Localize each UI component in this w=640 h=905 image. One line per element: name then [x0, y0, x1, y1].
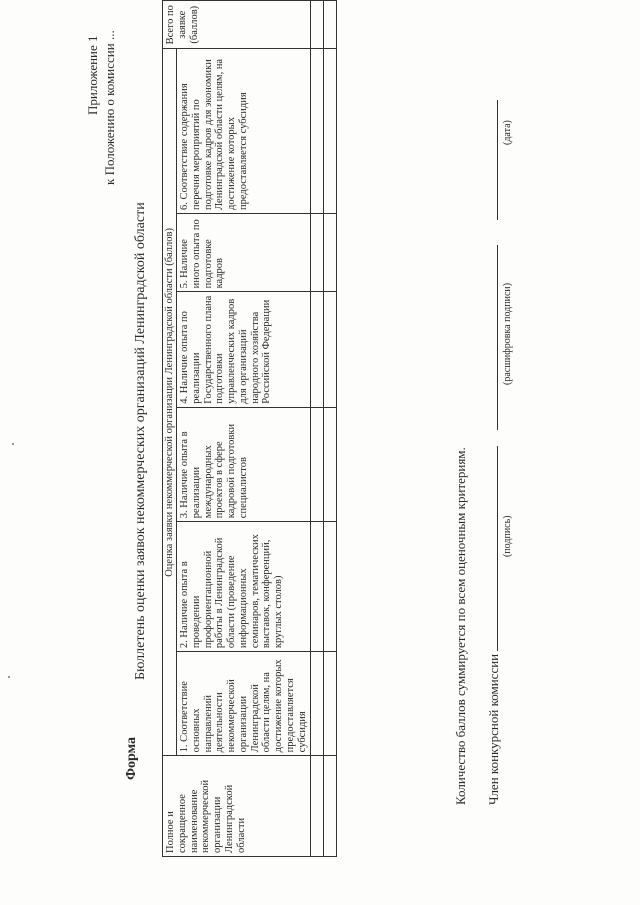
- name-decode-blank: [485, 245, 498, 430]
- column-header-total: Всего по заявке (баллов): [163, 1, 311, 49]
- criterion-header-5: 5. Наличие иного опыта по подготовке кадров: [177, 214, 311, 292]
- criterion-header-4: 4. Наличие опыта по реализации Государственного плана подготовки управленческих кадров для организаций народного хозяйства Российской Федерации: [177, 292, 311, 407]
- criterion-header-2: 2. Наличие опыта в проведении профориентационной работы в Ленинградской области (проведение информационных семинаров, тематических выставок, конференций, круглых столов): [177, 522, 311, 652]
- form-label: Форма: [124, 736, 139, 780]
- table-cell: [311, 407, 324, 521]
- column-header-organization: Полное и сокращенное наименование некоммерческой организации Ленинградской области: [163, 756, 311, 857]
- table-cell: [324, 652, 337, 756]
- table-cell: [324, 407, 337, 521]
- table-cell: [324, 49, 337, 214]
- table-cell: [311, 652, 324, 756]
- table-cell: [311, 756, 324, 857]
- signature-caption: (подпись): [502, 515, 513, 557]
- scan-speck: [8, 676, 10, 678]
- table-row: [324, 1, 337, 857]
- table-cell: [311, 522, 324, 652]
- document-title: Бюллетень оценки заявок некоммерческих организаций Ленинградской области: [133, 202, 148, 680]
- table-cell: [324, 1, 337, 49]
- appendix-number: Приложение 1: [85, 35, 100, 115]
- column-group-header: Оценка заявки некоммерческой организации Ленинградской области (баллов): [163, 49, 177, 756]
- signature-line: [485, 100, 502, 805]
- table-cell: [324, 214, 337, 292]
- table-cell: [324, 292, 337, 407]
- table-cell: [324, 522, 337, 652]
- criterion-header-1: 1. Соответствие основных направлений деятельности некоммерческой организации Ленинградской области целям, на достижение которых предоставляется субсидия: [177, 652, 311, 756]
- criterion-header-6: 6. Соответствие содержания перечня мероприятий по подготовке кадров для экономики Ленинградской области целям, на достижение которых предоставляется субсидия: [177, 49, 311, 214]
- signature-blank: [485, 446, 498, 651]
- regulation-reference: к Положению о комиссии ...: [102, 30, 117, 185]
- date-caption: (дата): [502, 120, 513, 145]
- table-cell: [324, 756, 337, 857]
- scoring-note: Количество баллов суммируется по всем оценочным критериям.: [453, 447, 468, 805]
- criterion-header-3: 3. Наличие опыта в реализации международных проектов в сфере кадровой подготовки специалистов: [177, 407, 311, 521]
- scan-speck: [12, 443, 14, 445]
- table-cell: [311, 292, 324, 407]
- table-cell: [311, 214, 324, 292]
- member-label: Член конкурсной комиссии: [486, 653, 501, 805]
- evaluation-table: [162, 0, 337, 857]
- date-blank: [485, 100, 498, 220]
- table-cell: [311, 49, 324, 214]
- decode-caption: (расшифровка подписи): [502, 282, 513, 385]
- table-cell: [311, 1, 324, 49]
- table-row: [311, 1, 324, 857]
